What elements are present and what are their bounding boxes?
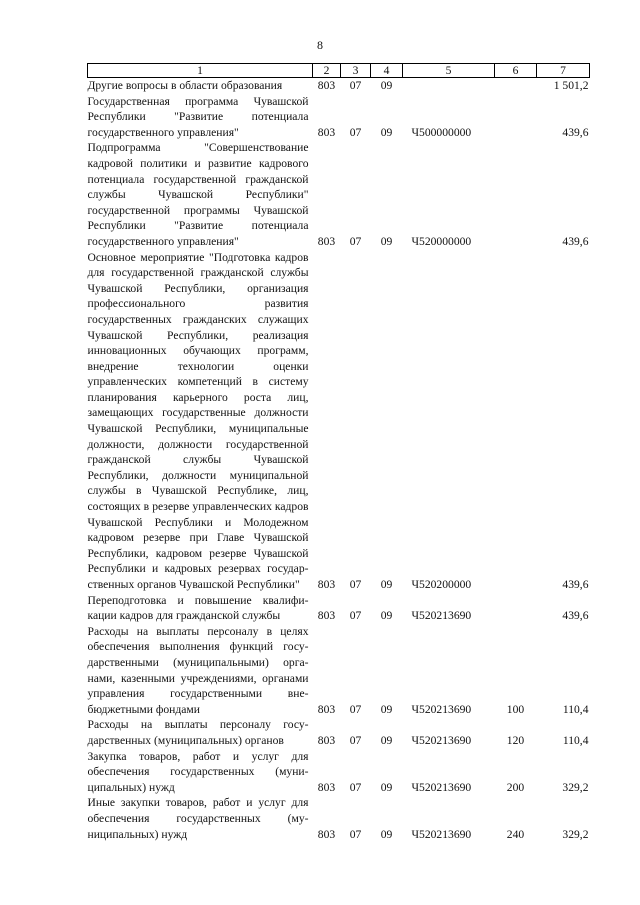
row-csr: Ч520213690	[411, 609, 472, 623]
table-row	[88, 250, 590, 593]
row-vr: 240	[506, 827, 525, 841]
row-vr	[495, 593, 537, 624]
row-vr: 120	[506, 733, 525, 747]
header-col-1: 1	[88, 64, 313, 78]
row-name: Переподготовка и повышение квалификации кадров для гражданской службы	[87, 593, 309, 623]
row-gr: 803	[317, 827, 336, 841]
header-col-3: 3	[341, 64, 371, 78]
row-gr: 803	[317, 609, 336, 623]
row-csr: Ч520213690	[411, 702, 472, 716]
row-sum: 439,6	[562, 609, 589, 623]
row-name: Другие вопросы в области образования	[87, 79, 283, 92]
row-rz: 07	[349, 702, 362, 716]
row-csr: Ч520000000	[411, 234, 472, 248]
row-rz: 07	[349, 79, 362, 92]
table-row	[88, 593, 590, 624]
row-name: Закупка товаров, работ и услуг для обеспечения государственных (муниципальных) нужд	[87, 749, 309, 794]
row-pr: 09	[380, 578, 393, 591]
row-rz: 07	[349, 733, 362, 747]
row-rz: 07	[349, 234, 362, 248]
row-pr: 09	[380, 780, 393, 794]
row-sum: 110,4	[562, 702, 589, 716]
row-sum: 329,2	[562, 780, 589, 794]
row-vr	[495, 94, 537, 141]
row-name: Расходы на выплаты персоналу в целях обеспечения выполнения функций государственными (муниципальными) органами, казенными учреждениями, органами управления государственными внебюджетными фондами	[87, 624, 309, 716]
row-rz: 07	[349, 827, 362, 841]
page-number: 8	[317, 38, 323, 52]
row-vr	[495, 78, 537, 94]
row-sum: 1 501,2	[553, 79, 589, 92]
row-csr: Ч520213690	[411, 827, 472, 841]
row-pr: 09	[380, 733, 393, 747]
row-vr: 200	[506, 780, 525, 794]
row-rz: 07	[349, 578, 362, 591]
row-csr: Ч520213690	[411, 733, 472, 747]
row-gr: 803	[317, 702, 336, 716]
header-col-4: 4	[371, 64, 403, 78]
row-gr: 803	[317, 234, 336, 248]
row-pr: 09	[380, 125, 393, 139]
table-row	[88, 78, 590, 94]
header-col-7: 7	[537, 64, 590, 78]
table-header	[88, 64, 590, 78]
row-sum: 439,6	[562, 578, 589, 591]
row-gr: 803	[317, 125, 336, 139]
row-name: Подпрограмма "Совершенствование кадровой политики и развитие кадрового потенциала государственной гражданской службы Чувашской Республики" государственной программы Чувашской Республики "Развитие потенциала государственного управления"	[87, 141, 309, 248]
row-gr: 803	[317, 780, 336, 794]
row-pr: 09	[380, 79, 393, 92]
table-row	[88, 624, 590, 718]
row-sum: 329,2	[562, 827, 589, 841]
table-row	[88, 749, 590, 796]
row-csr: Ч520200000	[411, 578, 472, 591]
row-name: Основное мероприятие "Подготовка кадров для государственной гражданской службы Чувашской Республики, организация профессионального развития государственных гражданских служащих Чувашской Республики, реализация инновационных обучающих программ, внедрение технологии оценки управленческих компетенций в систему планирования карьерного роста лиц, замещающих государственные должности Чувашской Республики, муниципальные должности, должности государственной гражданской службы Чувашской Республики, должности муниципальной службы в Чувашской Республике, лиц, состоящих в резерве управленческих кадров Чувашской Республики и Молодежном кадровом резерве при Главе Чувашской Республики, кадровом резерве Чувашской Республики и кадровых резервах государственных органов Чувашской Республики"	[87, 250, 309, 591]
header-col-5: 5	[403, 64, 495, 78]
row-vr	[495, 250, 537, 593]
row-csr	[403, 78, 495, 94]
table-row	[88, 94, 590, 141]
table-row	[88, 795, 590, 842]
row-sum: 439,6	[562, 125, 589, 139]
row-name: Иные закупки товаров, работ и услуг для обеспечения государственных (муниципальных) нужд	[87, 796, 309, 841]
table-row	[88, 140, 590, 249]
row-pr: 09	[380, 609, 393, 623]
row-sum: 110,4	[562, 733, 589, 747]
row-rz: 07	[349, 125, 362, 139]
header-col-2: 2	[313, 64, 341, 78]
row-pr: 09	[380, 702, 393, 716]
row-gr: 803	[317, 79, 336, 92]
row-name: Государственная программа Чувашской Республики "Развитие потенциала государственного управления"	[87, 94, 309, 139]
row-name: Расходы на выплаты персоналу государственных (муниципальных) органов	[87, 718, 309, 747]
header-col-6: 6	[495, 64, 537, 78]
budget-table	[87, 63, 590, 842]
header-row	[88, 64, 590, 78]
table-row	[88, 717, 590, 748]
row-pr: 09	[380, 234, 393, 248]
row-csr: Ч520213690	[411, 780, 472, 794]
row-sum: 439,6	[562, 234, 589, 248]
row-csr: Ч500000000	[411, 125, 472, 139]
row-vr	[495, 140, 537, 249]
row-rz: 07	[349, 780, 362, 794]
table-body	[88, 78, 590, 843]
row-gr: 803	[317, 733, 336, 747]
row-vr: 100	[506, 702, 525, 716]
row-gr: 803	[317, 578, 336, 591]
row-pr: 09	[380, 827, 393, 841]
row-rz: 07	[349, 609, 362, 623]
